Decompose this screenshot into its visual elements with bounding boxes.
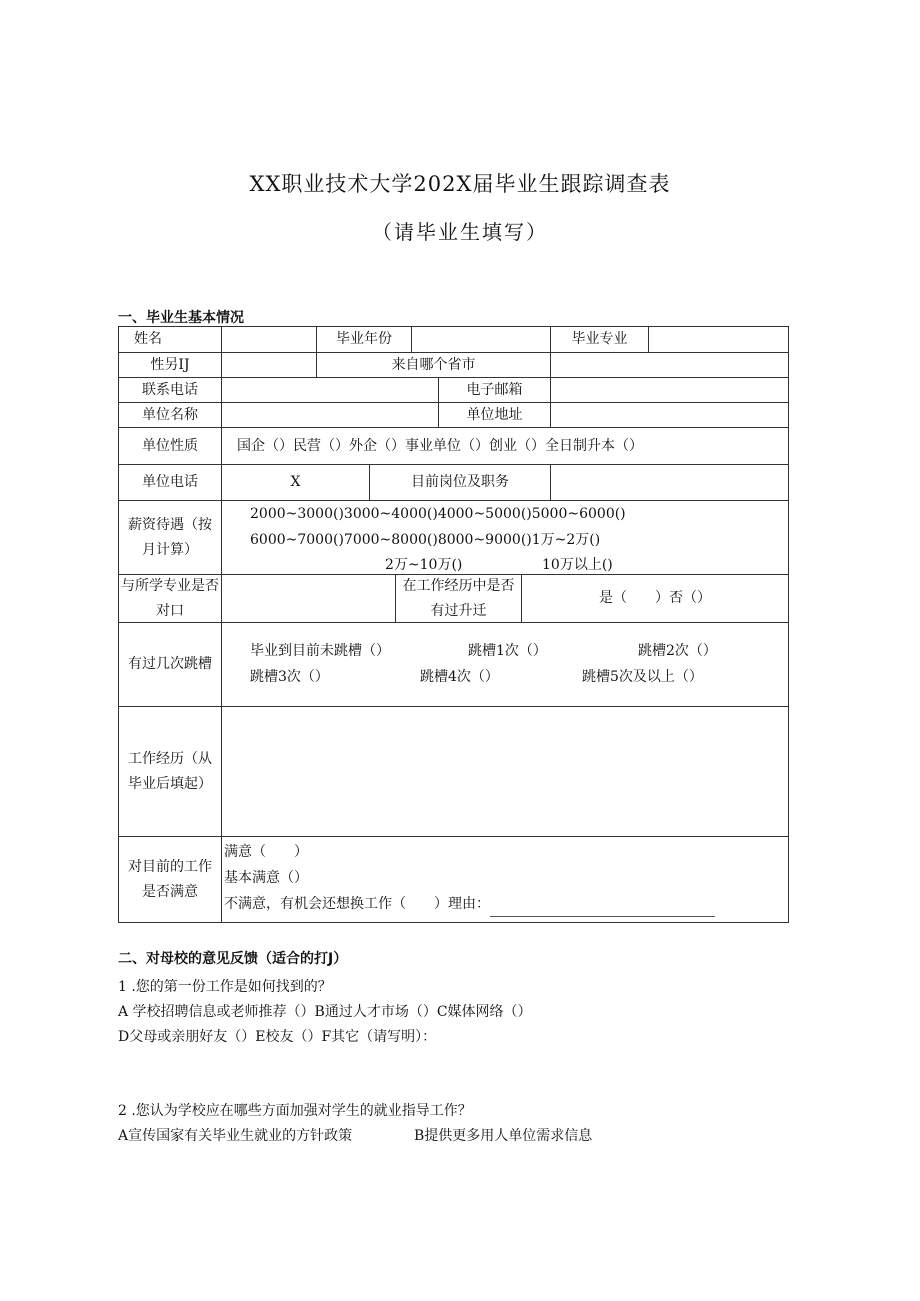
form-row-major-match bbox=[119, 575, 788, 623]
company-name-field[interactable] bbox=[222, 403, 439, 427]
form-row-satisfaction bbox=[119, 837, 788, 922]
grad-year-label: 毕业年份 bbox=[317, 327, 412, 352]
form-row-company-type bbox=[119, 428, 788, 465]
hop-option-2: 跳槽2次（） bbox=[638, 643, 717, 659]
position-label: 目前岗位及职务 bbox=[370, 465, 551, 500]
form-row-gender bbox=[119, 353, 788, 378]
position-field[interactable] bbox=[551, 465, 788, 500]
hop-option-4: 跳槽4次（） bbox=[420, 669, 499, 685]
satisfaction-label: 对目前的工作是否满意 bbox=[119, 837, 222, 922]
satisfied-option: 满意（ ） bbox=[224, 844, 308, 860]
job-hop-label: 有过几次跳槽 bbox=[119, 623, 222, 706]
phone-field[interactable] bbox=[222, 378, 439, 402]
form-row-salary bbox=[119, 501, 788, 575]
form-row-company-phone bbox=[119, 465, 788, 501]
province-field[interactable] bbox=[551, 353, 788, 377]
form-row-work-history bbox=[119, 707, 788, 837]
name-label: 姓名 bbox=[119, 327, 222, 352]
company-name-label: 单位名称 bbox=[119, 403, 222, 427]
grad-year-field[interactable] bbox=[412, 327, 551, 352]
form-row-job-hops bbox=[119, 623, 788, 707]
salary-line-3b: 10万以上() bbox=[542, 557, 613, 573]
question-2-option-a[interactable]: A宣传国家有关毕业生就业的方针政策 bbox=[118, 1128, 353, 1144]
email-field[interactable] bbox=[551, 378, 788, 402]
question-2-option-b[interactable]: B提供更多用人单位需求信息 bbox=[414, 1128, 593, 1144]
name-field[interactable] bbox=[222, 327, 317, 352]
company-phone-field[interactable]: X bbox=[222, 465, 370, 500]
province-label: 来自哪个省市 bbox=[317, 353, 551, 377]
major-match-label: 与所学专业是否对口 bbox=[119, 575, 222, 622]
promotion-options[interactable]: 是（ ）否（） bbox=[599, 590, 711, 606]
gender-label: 性另IJ bbox=[119, 353, 222, 377]
promotion-label: 在工作经历中是否有过升迁 bbox=[396, 575, 522, 622]
hop-option-1: 跳槽1次（） bbox=[468, 643, 547, 659]
form-row-company bbox=[119, 403, 788, 428]
section2-heading: 二、对母校的意见反馈（适合的打J） bbox=[118, 951, 348, 967]
major-match-field[interactable] bbox=[222, 575, 396, 622]
salary-line-3a: 2万~10万() bbox=[385, 557, 463, 573]
section1-heading: 一、毕业生基本情况 bbox=[118, 310, 244, 326]
company-address-label: 单位地址 bbox=[439, 403, 551, 427]
major-label: 毕业专业 bbox=[551, 327, 649, 352]
page-subtitle: （请毕业生填写） bbox=[372, 220, 548, 244]
page-title: XX职业技术大学202X届毕业生跟踪调查表 bbox=[249, 172, 671, 196]
unsatisfied-text: 不满意，有机会还想换工作（ ）理由： bbox=[224, 896, 490, 912]
major-field[interactable] bbox=[649, 327, 788, 352]
hop-option-3: 跳槽3次（） bbox=[250, 669, 329, 685]
job-hop-options[interactable] bbox=[222, 623, 788, 706]
salary-line-2: 6000~7000()7000~8000()8000~9000()1万~2万() bbox=[250, 532, 601, 548]
salary-options[interactable] bbox=[222, 501, 788, 574]
hop-option-0: 毕业到目前未跳槽（） bbox=[250, 643, 390, 659]
form-row-name bbox=[119, 327, 788, 353]
gender-field[interactable] bbox=[222, 353, 317, 377]
question-1-options-line-2[interactable]: D父母或亲朋好友（）E校友（）F其它（请写明）： bbox=[118, 1029, 437, 1045]
basic-satisfied-option: 基本满意（） bbox=[224, 870, 308, 886]
reason-underline[interactable] bbox=[490, 902, 715, 917]
satisfaction-options[interactable] bbox=[222, 837, 788, 922]
company-type-options[interactable]: 国企（）民营（）外企（）事业单位（）创业（）全日制升本（） bbox=[237, 437, 643, 454]
work-history-label: 工作经历（从毕业后填起） bbox=[119, 707, 222, 836]
form-row-phone bbox=[119, 378, 788, 403]
hop-option-5: 跳槽5次及以上（） bbox=[582, 669, 703, 685]
company-address-field[interactable] bbox=[551, 403, 788, 427]
salary-line-1: 2000~3000()3000~4000()4000~5000()5000~6000() bbox=[250, 506, 626, 522]
company-phone-label: 单位电话 bbox=[119, 465, 222, 500]
email-label: 电子邮箱 bbox=[439, 378, 551, 402]
question-1-options-line-1[interactable]: A 学校招聘信息或老师推荐（）B通过人才市场（）C媒体网络（） bbox=[118, 1004, 532, 1020]
question-1: 1 .您的第一份工作是如何找到的？ bbox=[118, 979, 332, 995]
question-2: 2 .您认为学校应在哪些方面加强对学生的就业指导工作？ bbox=[118, 1103, 472, 1119]
company-type-label: 单位性质 bbox=[119, 428, 222, 464]
salary-label: 薪资待遇（按月计算） bbox=[119, 501, 222, 574]
unsatisfied-option bbox=[224, 892, 715, 917]
work-history-field[interactable] bbox=[222, 707, 788, 836]
phone-label: 联系电话 bbox=[119, 378, 222, 402]
survey-form-table bbox=[118, 326, 789, 923]
